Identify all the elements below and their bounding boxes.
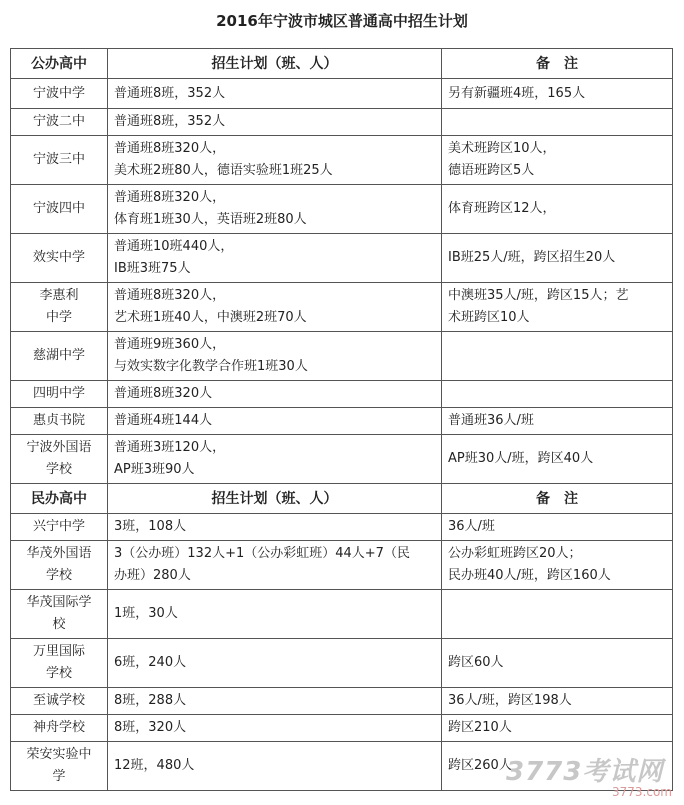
plan-cell <box>108 79 442 109</box>
note-cell-text: 中澳班35人/班，跨区15人；艺 术班跨区10人 <box>448 288 629 325</box>
note-cell <box>442 283 673 332</box>
col-header-plan: 招生计划（班、人） <box>108 484 442 514</box>
section-header-row <box>11 49 673 79</box>
note-cell-text: 跨区210人 <box>448 720 512 735</box>
plan-cell <box>108 590 442 639</box>
plan-cell-text: 普通班10班440人， IB班3班75人 <box>114 239 234 276</box>
plan-cell <box>108 234 442 283</box>
school-name-cell <box>11 590 108 639</box>
plan-cell <box>108 185 442 234</box>
note-cell-text: 36人/班，跨区198人 <box>448 693 572 708</box>
plan-cell-text: 8班，288人 <box>114 693 187 708</box>
school-name-cell <box>11 283 108 332</box>
school-name-cell-text: 兴宁中学 <box>32 519 85 534</box>
plan-cell-text: 普通班8班，352人 <box>114 114 226 129</box>
table-row <box>11 136 673 185</box>
school-name-cell-text: 宁波外国语 学校 <box>26 440 92 477</box>
plan-cell-text: 普通班4班144人 <box>114 413 213 428</box>
school-name-cell-text: 宁波四中 <box>32 201 85 216</box>
watermark-brand: 3773考试网 <box>506 757 664 787</box>
plan-cell-text: 3班，108人 <box>114 519 187 534</box>
school-name-cell-text: 效实中学 <box>32 250 85 265</box>
school-name-cell <box>11 514 108 541</box>
table-row <box>11 381 673 408</box>
page-title: 2016年宁波市城区普通高中招生计划 <box>216 12 468 30</box>
note-cell <box>442 408 673 435</box>
plan-cell-text: 普通班3班120人， AP班3班90人 <box>114 440 226 477</box>
note-cell <box>442 79 673 109</box>
plan-cell-text: 普通班8班320人， 艺术班1班40人，中澳班2班70人 <box>114 288 307 325</box>
school-name-cell-text: 华茂国际学 校 <box>26 595 92 632</box>
note-cell <box>442 541 673 590</box>
table-row <box>11 234 673 283</box>
plan-cell-text: 3（公办班）132人+1（公办彩虹班）44人+7（民 办班）280人 <box>114 546 410 583</box>
plan-cell-text: 8班，320人 <box>114 720 187 735</box>
plan-cell-text: 12班，480人 <box>114 758 195 773</box>
note-cell <box>442 639 673 688</box>
table-row <box>11 332 673 381</box>
school-name-cell <box>11 234 108 283</box>
school-name-cell-text: 慈湖中学 <box>32 348 85 363</box>
plan-cell <box>108 408 442 435</box>
table-row <box>11 109 673 136</box>
plan-cell <box>108 283 442 332</box>
school-name-cell <box>11 742 108 791</box>
note-cell <box>442 136 673 185</box>
plan-cell-text: 普通班8班320人， 美术班2班80人，德语实验班1班25人 <box>114 141 333 178</box>
note-cell-text: 跨区260人 <box>448 758 512 773</box>
plan-cell <box>108 332 442 381</box>
note-cell-text: 体育班跨区12人， <box>448 201 556 216</box>
plan-cell <box>108 136 442 185</box>
note-cell <box>442 514 673 541</box>
table-row <box>11 514 673 541</box>
school-name-cell <box>11 79 108 109</box>
plan-cell-text: 6班，240人 <box>114 655 187 670</box>
school-name-cell-text: 李惠利 中学 <box>39 288 79 325</box>
school-name-cell-text: 万里国际 学校 <box>32 644 85 681</box>
school-name-cell <box>11 541 108 590</box>
school-name-cell <box>11 109 108 136</box>
school-name-cell <box>11 381 108 408</box>
table-row <box>11 79 673 109</box>
plan-cell <box>108 688 442 715</box>
table-row <box>11 185 673 234</box>
school-name-cell-text: 宁波三中 <box>32 152 85 167</box>
note-cell-text: 公办彩虹班跨区20人； 民办班40人/班，跨区160人 <box>448 546 611 583</box>
note-cell-text: 跨区60人 <box>448 655 504 670</box>
school-name-cell-text: 惠贞书院 <box>32 413 85 428</box>
note-cell <box>442 435 673 484</box>
school-name-cell-text: 华茂外国语 学校 <box>26 546 92 583</box>
col-header-note: 备 注 <box>442 49 673 79</box>
watermark-logo <box>506 751 676 799</box>
table-row <box>11 435 673 484</box>
school-name-cell <box>11 136 108 185</box>
table-row <box>11 715 673 742</box>
note-cell <box>442 185 673 234</box>
plan-cell <box>108 109 442 136</box>
col-header-school: 民办高中 <box>11 484 108 514</box>
plan-cell <box>108 715 442 742</box>
note-cell-text: IB班25人/班，跨区招生20人 <box>448 250 616 265</box>
school-name-cell <box>11 688 108 715</box>
plan-cell <box>108 435 442 484</box>
col-header-note: 备 注 <box>442 484 673 514</box>
note-cell <box>442 688 673 715</box>
school-name-cell-text: 四明中学 <box>32 386 85 401</box>
table-row <box>11 639 673 688</box>
section-header-row <box>11 484 673 514</box>
note-cell <box>442 234 673 283</box>
note-cell-text: 美术班跨区10人， 德语班跨区5人 <box>448 141 556 178</box>
plan-cell <box>108 639 442 688</box>
school-name-cell-text: 宁波二中 <box>32 114 85 129</box>
note-cell <box>442 715 673 742</box>
plan-cell-text: 普通班8班，352人 <box>114 85 226 101</box>
note-cell-text: 36人/班 <box>448 519 495 534</box>
table-row <box>11 541 673 590</box>
note-cell-text: AP班30人/班，跨区40人 <box>448 451 594 466</box>
plan-cell-text: 普通班9班360人， 与效实数字化教学合作班1班30人 <box>114 337 308 374</box>
plan-cell <box>108 541 442 590</box>
table-row <box>11 283 673 332</box>
note-cell <box>442 381 673 408</box>
plan-cell-text: 1班，30人 <box>114 606 178 621</box>
school-name-cell-text: 神舟学校 <box>32 720 85 735</box>
plan-cell <box>108 742 442 791</box>
school-name-cell-text: 至诚学校 <box>32 693 85 708</box>
school-name-cell <box>11 639 108 688</box>
school-name-cell <box>11 185 108 234</box>
plan-cell-text: 普通班8班320人 <box>114 386 213 401</box>
watermark-url: 3773.com <box>612 785 672 799</box>
plan-cell <box>108 381 442 408</box>
note-cell <box>442 332 673 381</box>
note-cell-text: 另有新疆班4班，165人 <box>448 85 586 101</box>
table-row <box>11 408 673 435</box>
table-body <box>11 49 673 791</box>
school-name-cell-text: 荣安实验中 学 <box>26 747 92 784</box>
school-name-cell <box>11 408 108 435</box>
note-cell <box>442 109 673 136</box>
school-name-cell <box>11 435 108 484</box>
table-row <box>11 688 673 715</box>
plan-cell <box>108 514 442 541</box>
school-name-cell <box>11 715 108 742</box>
note-cell-text: 普通班36人/班 <box>448 413 534 428</box>
col-header-plan: 招生计划（班、人） <box>108 49 442 79</box>
school-name-cell-text: 宁波中学 <box>32 85 85 101</box>
note-cell <box>442 590 673 639</box>
table-row <box>11 590 673 639</box>
col-header-school: 公办高中 <box>11 49 108 79</box>
enrollment-plan-table <box>10 48 673 791</box>
plan-cell-text: 普通班8班320人， 体育班1班30人，英语班2班80人 <box>114 190 307 227</box>
school-name-cell <box>11 332 108 381</box>
